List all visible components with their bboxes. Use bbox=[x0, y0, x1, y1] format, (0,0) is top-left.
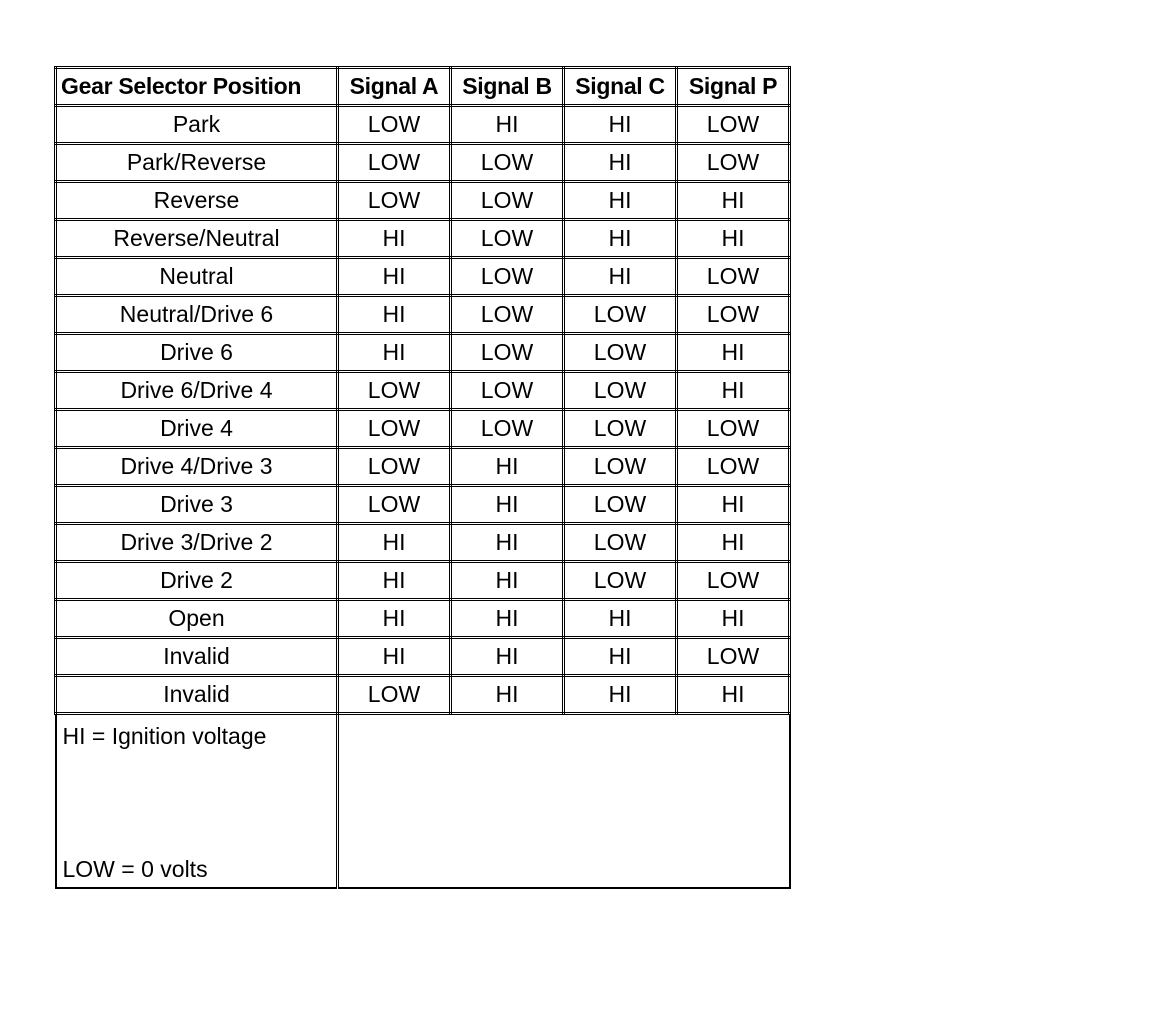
signal-c-cell: HI bbox=[564, 600, 677, 638]
gear-position-cell: Drive 4/Drive 3 bbox=[56, 448, 338, 486]
gear-position-cell: Invalid bbox=[56, 638, 338, 676]
gear-position-cell: Drive 4 bbox=[56, 410, 338, 448]
signal-a-cell: LOW bbox=[338, 372, 451, 410]
signal-p-cell: LOW bbox=[677, 638, 790, 676]
signal-c-cell: HI bbox=[564, 182, 677, 220]
signal-c-cell: HI bbox=[564, 106, 677, 144]
table-row bbox=[56, 600, 790, 638]
gear-position-cell: Drive 3/Drive 2 bbox=[56, 524, 338, 562]
legend-hi-text: HI = Ignition voltage bbox=[62, 723, 267, 749]
table-body bbox=[56, 106, 790, 714]
gear-position-cell: Neutral/Drive 6 bbox=[56, 296, 338, 334]
gear-position-cell: Park/Reverse bbox=[56, 144, 338, 182]
gear-position-cell: Invalid bbox=[56, 676, 338, 714]
signal-p-cell: HI bbox=[677, 524, 790, 562]
signal-p-cell: HI bbox=[677, 486, 790, 524]
signal-a-cell: HI bbox=[338, 562, 451, 600]
table-row bbox=[56, 182, 790, 220]
signal-b-cell: LOW bbox=[451, 258, 564, 296]
signal-p-cell: HI bbox=[677, 676, 790, 714]
legend-cell bbox=[56, 714, 338, 889]
signal-b-cell: LOW bbox=[451, 296, 564, 334]
signal-b-cell: LOW bbox=[451, 144, 564, 182]
header-signal-c: Signal C bbox=[564, 68, 677, 106]
signal-c-cell: LOW bbox=[564, 372, 677, 410]
legend-low-text: LOW = 0 volts bbox=[62, 856, 208, 882]
signal-b-cell: HI bbox=[451, 562, 564, 600]
signal-p-cell: LOW bbox=[677, 296, 790, 334]
legend-blank-area bbox=[338, 714, 790, 889]
signal-b-cell: LOW bbox=[451, 220, 564, 258]
table-row bbox=[56, 676, 790, 714]
signal-b-cell: HI bbox=[451, 676, 564, 714]
signal-c-cell: HI bbox=[564, 144, 677, 182]
signal-p-cell: HI bbox=[677, 220, 790, 258]
signal-a-cell: HI bbox=[338, 220, 451, 258]
signal-p-cell: LOW bbox=[677, 410, 790, 448]
signal-c-cell: HI bbox=[564, 638, 677, 676]
header-row bbox=[56, 68, 790, 106]
signal-a-cell: HI bbox=[338, 638, 451, 676]
gear-position-cell: Reverse bbox=[56, 182, 338, 220]
signal-a-cell: HI bbox=[338, 524, 451, 562]
signal-b-cell: HI bbox=[451, 600, 564, 638]
gear-position-cell: Drive 2 bbox=[56, 562, 338, 600]
signal-c-cell: LOW bbox=[564, 448, 677, 486]
legend-row bbox=[56, 714, 790, 889]
signal-c-cell: HI bbox=[564, 220, 677, 258]
signal-a-cell: LOW bbox=[338, 448, 451, 486]
signal-a-cell: LOW bbox=[338, 486, 451, 524]
table-row bbox=[56, 258, 790, 296]
signal-a-cell: HI bbox=[338, 334, 451, 372]
gear-position-cell: Drive 6 bbox=[56, 334, 338, 372]
table-row bbox=[56, 448, 790, 486]
gear-position-cell: Open bbox=[56, 600, 338, 638]
signal-p-cell: HI bbox=[677, 334, 790, 372]
signal-b-cell: LOW bbox=[451, 372, 564, 410]
signal-a-cell: LOW bbox=[338, 410, 451, 448]
signal-c-cell: LOW bbox=[564, 486, 677, 524]
gear-position-cell: Neutral bbox=[56, 258, 338, 296]
signal-a-cell: LOW bbox=[338, 182, 451, 220]
header-signal-b: Signal B bbox=[451, 68, 564, 106]
signal-p-cell: LOW bbox=[677, 106, 790, 144]
signal-a-cell: LOW bbox=[338, 676, 451, 714]
signal-b-cell: LOW bbox=[451, 182, 564, 220]
signal-c-cell: LOW bbox=[564, 296, 677, 334]
signal-b-cell: LOW bbox=[451, 334, 564, 372]
signal-p-cell: LOW bbox=[677, 448, 790, 486]
table-row bbox=[56, 220, 790, 258]
signal-a-cell: HI bbox=[338, 600, 451, 638]
signal-b-cell: HI bbox=[451, 638, 564, 676]
table-row bbox=[56, 144, 790, 182]
gear-position-cell: Drive 6/Drive 4 bbox=[56, 372, 338, 410]
signal-b-cell: HI bbox=[451, 524, 564, 562]
signal-c-cell: HI bbox=[564, 258, 677, 296]
signal-a-cell: HI bbox=[338, 296, 451, 334]
header-signal-p: Signal P bbox=[677, 68, 790, 106]
signal-c-cell: HI bbox=[564, 676, 677, 714]
signal-a-cell: HI bbox=[338, 258, 451, 296]
gear-signal-table bbox=[54, 66, 791, 889]
signal-c-cell: LOW bbox=[564, 334, 677, 372]
signal-a-cell: LOW bbox=[338, 106, 451, 144]
table-row bbox=[56, 562, 790, 600]
signal-p-cell: HI bbox=[677, 600, 790, 638]
table-row bbox=[56, 106, 790, 144]
table-row bbox=[56, 334, 790, 372]
gear-position-cell: Drive 3 bbox=[56, 486, 338, 524]
signal-c-cell: LOW bbox=[564, 410, 677, 448]
signal-p-cell: LOW bbox=[677, 258, 790, 296]
signal-p-cell: HI bbox=[677, 372, 790, 410]
signal-p-cell: LOW bbox=[677, 562, 790, 600]
signal-p-cell: LOW bbox=[677, 144, 790, 182]
table-row bbox=[56, 296, 790, 334]
signal-p-cell: HI bbox=[677, 182, 790, 220]
signal-b-cell: HI bbox=[451, 486, 564, 524]
header-signal-a: Signal A bbox=[338, 68, 451, 106]
table-row bbox=[56, 372, 790, 410]
signal-c-cell: LOW bbox=[564, 562, 677, 600]
gear-position-cell: Reverse/Neutral bbox=[56, 220, 338, 258]
table-row bbox=[56, 410, 790, 448]
gear-position-cell: Park bbox=[56, 106, 338, 144]
signal-c-cell: LOW bbox=[564, 524, 677, 562]
table-row bbox=[56, 524, 790, 562]
signal-b-cell: HI bbox=[451, 448, 564, 486]
signal-b-cell: HI bbox=[451, 106, 564, 144]
signal-a-cell: LOW bbox=[338, 144, 451, 182]
table-row bbox=[56, 638, 790, 676]
header-gear-selector-position: Gear Selector Position bbox=[56, 68, 338, 106]
signal-b-cell: LOW bbox=[451, 410, 564, 448]
table-row bbox=[56, 486, 790, 524]
